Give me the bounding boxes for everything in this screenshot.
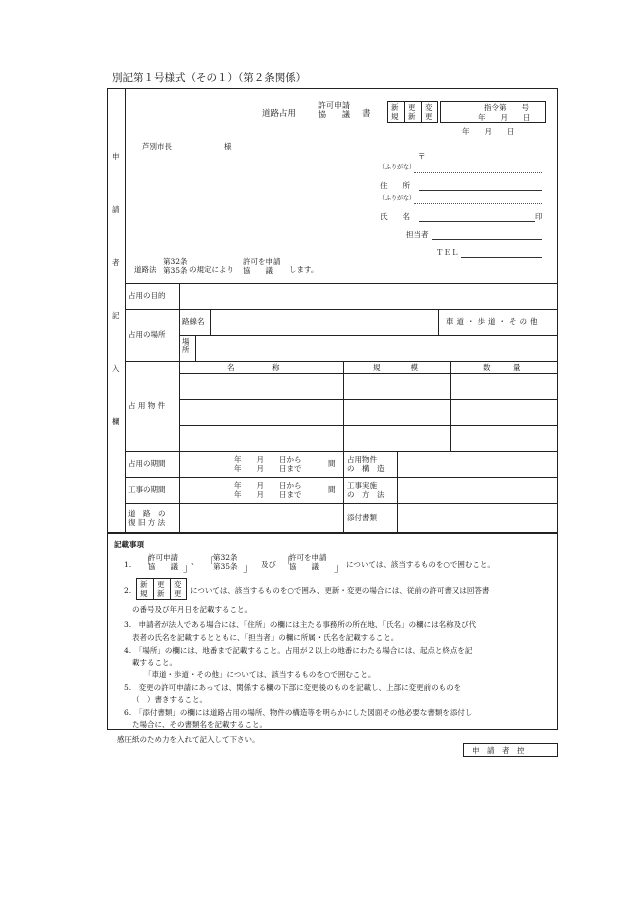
kind-new[interactable]: 新 規: [391, 103, 399, 121]
kind-renewal[interactable]: 更 新: [408, 103, 416, 121]
col-name: 名 称: [227, 363, 280, 372]
note-4: 4. 「場所」の欄には、地番まで記載すること。占用が２以上の地番にわたる場合には、起点と終点を記: [124, 646, 473, 655]
kind-change[interactable]: 変 更: [425, 103, 433, 121]
place-label: 占用の場所: [128, 330, 166, 339]
attachments-label: 添付書類: [347, 513, 377, 522]
structure-label: 占用物件 の 構 造: [347, 455, 385, 473]
pressure-note: 感圧紙のため力を入れて記入して下さい。: [117, 735, 260, 744]
note-4-cont: 載すること。: [132, 658, 177, 667]
period-range[interactable]: 年 月 日から 年 月 日まで: [234, 455, 302, 473]
directive-number: 指令第 号: [484, 103, 529, 112]
col-scale: 規 模: [373, 363, 418, 372]
work-period-range[interactable]: 年 月 日から 年 月 日まで: [234, 481, 302, 499]
note-5-cont: （ ）書きすること。: [132, 695, 207, 704]
location-label: 場 所: [182, 337, 190, 354]
directive-date: 年 月 日: [478, 113, 531, 122]
form-title: 別記第１号様式（その１）（第２条関係）: [112, 72, 307, 84]
road-type-options[interactable]: 車道・歩道・その他: [446, 317, 541, 326]
notes-heading: 記載事項: [114, 540, 144, 549]
period-label: 占用の期間: [128, 459, 166, 468]
note-6: 6. 「添付書類」の欄には道路占用の場所、物件の構造等を明らかにした図面その他必要な書類を添付し: [124, 708, 473, 717]
postal-mark: 〒: [418, 152, 426, 161]
purpose-label: 占用の目的: [128, 291, 166, 300]
note-5: 5. 変更の許可申請にあっては、関係する欄の下部に変更後のものを記載し、上部に変更前のものを: [124, 683, 462, 692]
restore-label: 道 路 の 復 旧 方 法: [128, 509, 166, 527]
method-label: 工事実施 の 方 法: [347, 481, 385, 499]
name-field[interactable]: [419, 221, 535, 222]
address-field[interactable]: [419, 190, 542, 191]
copy-label: 申 請 者 控: [472, 746, 525, 755]
contact-field[interactable]: [432, 239, 542, 240]
note-3-cont: 表者の氏名を記載するとともに、「担当者」の欄に所属・氏名を記載すること。: [132, 633, 399, 642]
work-period-label: 工事の期間: [128, 485, 166, 494]
application-date[interactable]: 年 月 日: [462, 127, 515, 136]
honorific: 様: [224, 142, 232, 151]
note-6-cont: た場合に、その書類名を記載すること。: [132, 720, 267, 729]
addressee: 芦別市長: [142, 142, 172, 151]
objects-label: 占 用 物 件: [128, 401, 166, 410]
note-4-road: 「車道・歩道・その他」については、該当するものを○で囲むこと。: [144, 670, 376, 679]
col-quantity: 数 量: [483, 363, 521, 372]
note-3: 3. 申請者が法人である場合には、「住所」の欄には主たる事務所の所在地、「氏名」の欄には名称及び代: [124, 620, 477, 629]
seal-mark: 印: [535, 212, 543, 221]
tel-field[interactable]: [461, 257, 542, 258]
route-label: 路線名: [182, 317, 205, 326]
